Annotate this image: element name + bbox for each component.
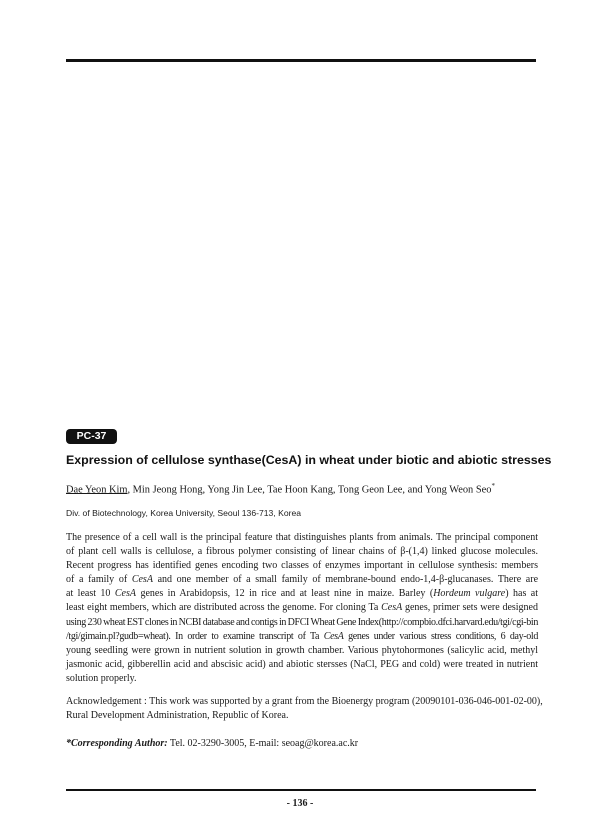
acknowledgement	[66, 695, 543, 723]
abstract-line: Recent progress has identified genes encoding two classes of enzymes important in cellulose synthesis: members	[66, 560, 538, 572]
abstract-line: least eight members, which are distributed across the genome. For cloning Ta CesA genes, primer sets were designed	[66, 602, 538, 614]
corresponding-author	[66, 738, 538, 749]
corresponding-mark: *	[491, 482, 495, 490]
abstract-id-badge: PC-37	[66, 429, 117, 444]
abstract-line: young seedling were grown in nutrient solution in growth chamber. Various phytohormones (salicylic acid, methyl	[66, 644, 538, 656]
abstract-line: at least 10 CesA genes in Arabidopsis, 12 in rice and at least nine in maize. Barley (Hordeum vulgare) has at	[66, 588, 539, 600]
abstract-line: of a family of CesA and one member of a small family of membrane-bound endo-1,4-β-glucanases. There are	[66, 574, 539, 586]
abstract-line: using 230 wheat EST clones in NCBI database and contigs in DFCI Wheat Gene Index(http://compbio.dfci.harvard.edu/tgi/cgi-bin	[66, 616, 538, 628]
header-rule	[66, 59, 536, 62]
corresponding-author-label: *Corresponding Author:	[66, 738, 168, 749]
footer-rule	[66, 789, 536, 791]
first-author: Dae Yeon Kim	[66, 484, 128, 496]
abstract-body	[66, 531, 538, 686]
abstract-line: of plant cell walls is cellulose, a fibrous polymer consisting of linear chains of β-(1,4) linked glucose molecules.	[66, 546, 538, 558]
corresponding-author-contact: Tel. 02-3290-3005, E-mail: seoag@korea.ac.kr	[167, 738, 359, 749]
abstract-line: The presence of a cell wall is the principal feature that distinguishes plants from animals. The principal component	[66, 532, 538, 543]
author-list	[66, 482, 546, 495]
co-authors: , Min Jeong Hong, Yong Jin Lee, Tae Hoon Kang, Tong Geon Lee, and Yong Weon Seo	[127, 484, 492, 496]
abstract-line: jasmonic acid, gibberellin acid and abscisic acid) and abiotic stersses (NaCl, PEG and cold) were treated in nutrient	[66, 658, 538, 670]
abstract-line: /tgi/gimain.pl?gudb=wheat). In order to examine transcript of Ta CesA genes under various stress conditions, 6 day-old	[66, 630, 538, 642]
acknowledgement-line: Rural Development Administration, Republic of Korea.	[66, 710, 289, 722]
acknowledgement-line: Acknowledgement : This work was supported by a grant from the Bioenergy program (20090101-036-046-001-02-00),	[66, 696, 543, 707]
page-number: - 136 -	[286, 798, 314, 809]
paper-title: Expression of cellulose synthase(CesA) in wheat under biotic and abiotic stresses	[66, 453, 552, 467]
abstract-line: solution properly.	[66, 672, 137, 684]
affiliation: Div. of Biotechnology, Korea University, Seoul 136-713, Korea	[66, 508, 302, 518]
